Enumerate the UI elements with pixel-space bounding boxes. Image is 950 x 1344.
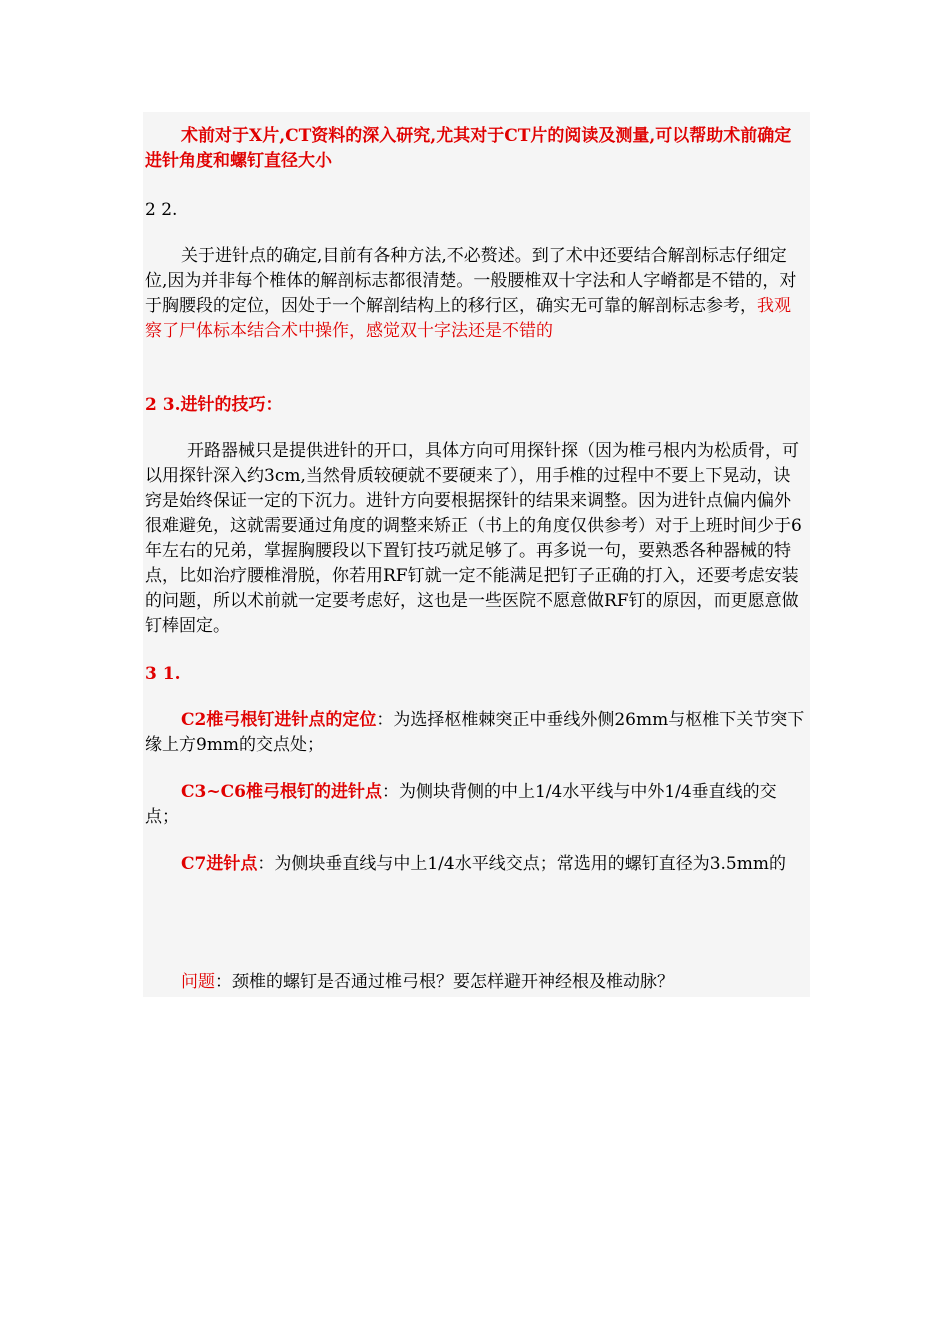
- section-2-2-body-text: 关于进针点的确定,目前有各种方法,不必赘述。到了术中还要结合解剖标志仔细定位,因为并非每个椎体的解剖标志都很清楚。一般腰椎双十字法和人字嵴都是不错的，对于胸腰段的定位，因处于一个解剖结构上的移行区，确实无可靠的解剖标志参考，: [145, 246, 797, 316]
- section-2-3-heading: 2 3.进针的技巧：: [145, 395, 283, 415]
- c2-entry-point-label: C2椎弓根钉进针点的定位: [181, 710, 377, 730]
- section-2-3-body: 开路器械只是提供进针的开口，具体方向可用探针探（因为椎弓根内为松质骨，可以用探针深入约3cm,当然骨质较硬就不要硬来了），用手椎的过程中不要上下晃动，诀窍是始终保证一定的下沉力。进针方向要根据探针的结果来调整。因为进针点偏内偏外很难避免，这就需要通过角度的调整来矫正（书上的角度仅供参考）对于上班时间少于6年左右的兄弟，掌握胸腰段以下置钉技巧就足够了。再多说一句，要熟悉各种器械的特点，比如治疗腰椎滑脱，你若用RF钉就一定不能满足把钉子正确的打入，还要考虑安装的问题，所以术前就一定要考虑好，这也是一些医院不愿意做RF钉的原因，而更愿意做钉棒固定。: [145, 441, 802, 636]
- intro-text: 术前对于X片,CT资料的深入研究,尤其对于CT片的阅读及测量,可以帮助术前确定进针角度和螺钉直径大小: [145, 126, 792, 171]
- c7-entry-point-label: C7进针点: [181, 854, 258, 874]
- c2-entry-point-text: ：为选择枢椎棘突正中垂线外侧26mm与枢椎下关节突下缘上方9mm的交点处；: [145, 710, 805, 755]
- c7-entry-point-text: ：为侧块垂直线与中上1/4水平线交点；常选用的螺钉直径为3.5mm的: [257, 854, 786, 874]
- section-2-2-body: [145, 244, 805, 344]
- c3-c6-entry-point-label: C3~C6椎弓根钉的进针点: [181, 782, 382, 802]
- c7-entry-point-paragraph: [145, 852, 805, 877]
- question-paragraph: [145, 970, 805, 995]
- c2-entry-point-paragraph: [145, 708, 805, 758]
- question-text: ：颈椎的螺钉是否通过椎弓根？要怎样避开神经根及椎动脉？: [215, 972, 674, 992]
- question-label: 问题: [181, 972, 215, 992]
- section-3-1-heading: 3 1.: [145, 664, 181, 684]
- c3-c6-entry-point-text: ：为侧块背侧的中上1/4水平线与中外1/4垂直线的交点；: [145, 782, 777, 827]
- section-2-2-body-highlight: 我观察了尸体标本结合术中操作，感觉双十字法还是不错的: [145, 296, 791, 341]
- intro-paragraph: [145, 124, 805, 174]
- c3-c6-entry-point-paragraph: [145, 780, 805, 830]
- section-2-2-heading: 2 2.: [145, 200, 178, 220]
